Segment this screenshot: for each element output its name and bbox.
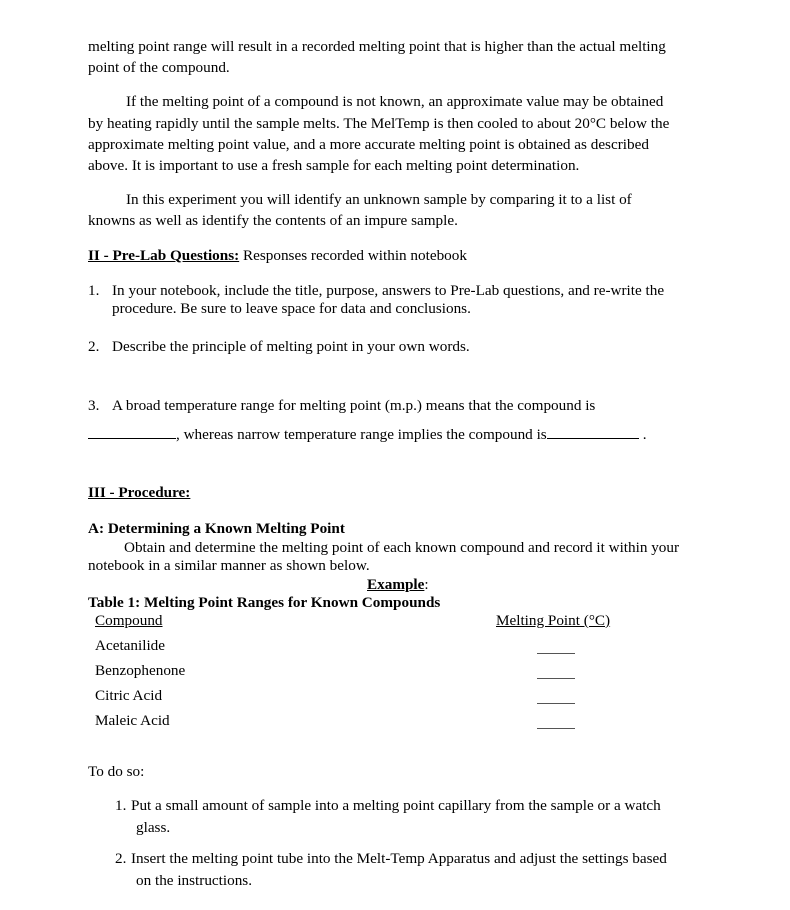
q2-text: Describe the principle of melting point in your own words. [112,338,470,355]
intro-p2-line1: If the melting point of a compound is not known, an approximate value may be obtained [126,93,664,110]
table-row-compound: Citric Acid [95,687,163,704]
prelab-subtitle: Responses recorded within notebook [239,247,467,264]
q3-line2 [88,424,647,445]
table-row-compound: Acetanilide [95,637,165,654]
q2-number: 2. [88,338,100,355]
todo-label: To do so: [88,763,145,780]
step1-number: 1. [115,797,127,814]
intro-p2-line4: above. It is important to use a fresh sample for each melting point determination. [88,157,580,174]
intro-p1-line2: point of the compound. [88,59,230,76]
table-row-compound: Maleic Acid [95,712,170,729]
q1-line1: In your notebook, include the title, purpose, answers to Pre-Lab questions, and re-write the [112,282,665,299]
step2-line1: Insert the melting point tube into the Melt-Temp Apparatus and adjust the settings based [131,850,667,867]
intro-p3-line1: In this experiment you will identify an unknown sample by comparing it to a list of [126,191,632,208]
procedure-heading: III - Procedure: [88,484,191,501]
table-row-mp-blank[interactable] [537,728,575,729]
table-header-compound: Compound [95,612,163,629]
example-colon: : [424,576,429,593]
part-a-line2: notebook in a similar manner as shown below. [88,557,370,574]
table-row-mp-blank[interactable] [537,678,575,679]
q1-number: 1. [88,282,100,299]
intro-p3-line2: knowns as well as identify the contents of an impure sample. [88,212,458,229]
table-header-melting-point: Melting Point (°C) [496,612,611,629]
intro-p2-line3: approximate melting point value, and a more accurate melting point is obtained as described [88,136,649,153]
step2-number: 2. [115,850,127,867]
q3-end-period: . [642,426,647,443]
prelab-heading-line [88,246,467,266]
intro-p2-line2: by heating rapidly until the sample melts. The MelTemp is then cooled to about 20°C below the [88,115,670,132]
q3-answer-blank-1[interactable] [88,424,176,439]
q3-number: 3. [88,397,100,414]
table-caption: Table 1: Melting Point Ranges for Known Compounds [88,594,441,611]
example-label: Example [367,576,425,593]
part-a-heading: A: Determining a Known Melting Point [88,520,345,537]
example-label-line [367,575,429,595]
table-row-mp-blank[interactable] [537,703,575,704]
q3-line1: A broad temperature range for melting point (m.p.) means that the compound is [112,397,596,414]
q3-mid-text: , whereas narrow temperature range implies the compound is [176,426,547,443]
step2-line2: on the instructions. [136,872,253,889]
prelab-heading: II - Pre-Lab Questions: [88,247,240,264]
step1-line1: Put a small amount of sample into a melting point capillary from the sample or a watch [131,797,661,814]
q1-line2: procedure. Be sure to leave space for data and conclusions. [112,300,471,317]
table-row-compound: Benzophenone [95,662,186,679]
step1-line2: glass. [136,819,171,836]
table-row-mp-blank[interactable] [537,653,575,654]
part-a-line1: Obtain and determine the melting point of each known compound and record it within your [124,539,680,556]
intro-p1-line1: melting point range will result in a recorded melting point that is higher than the actual melting [88,38,666,55]
q3-answer-blank-2[interactable] [547,424,639,439]
